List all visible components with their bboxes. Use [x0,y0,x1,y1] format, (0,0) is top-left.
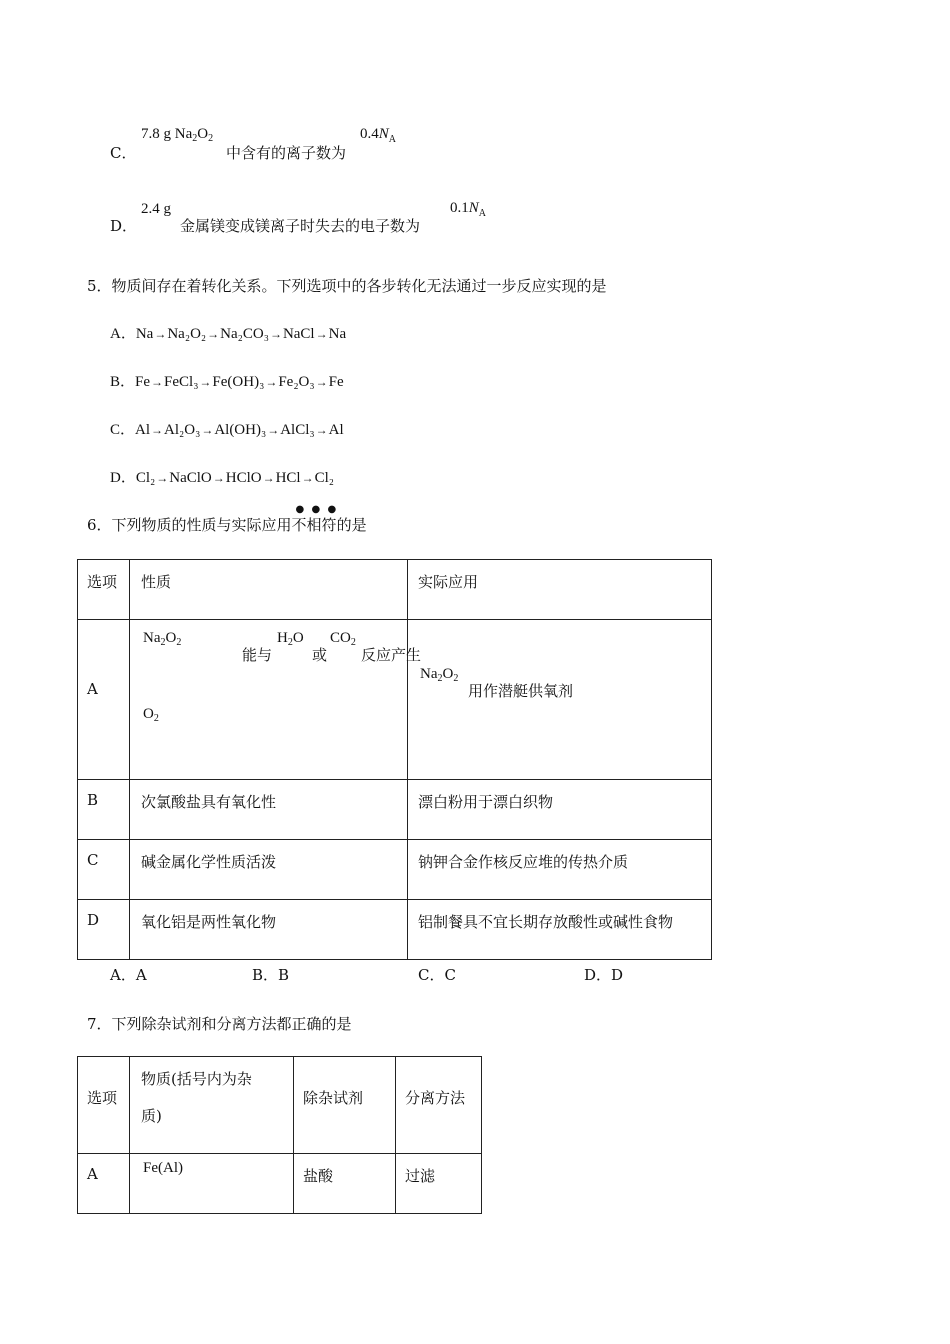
q6-stem: 6．下列物质的性质与实际应用不相符 ● ● ● 的是 [87,504,367,534]
arrow-icon: → [212,471,225,485]
header-cell: 物质(括号内为杂 质) [130,1057,294,1154]
table-cell: A [78,1154,130,1214]
table-cell: Fe(Al) [130,1154,294,1214]
arrow-icon: → [265,375,278,389]
q5-option[interactable] [110,418,344,439]
arrow-icon: → [201,423,214,437]
table-cell: 盐酸 [294,1154,396,1214]
option-label: D． [110,217,138,235]
chain-item: Na [328,326,347,342]
q4-c-value: $0.4N_A$ [360,126,396,145]
table-row [78,620,712,780]
chain-item: HClO [225,470,262,486]
chain-item: HCl [275,470,301,486]
q6-answer-b[interactable]: B．B [252,966,290,984]
arrow-icon: → [267,423,280,437]
chain-item: Al₂O₃ [164,422,201,438]
chain-item: Na₂O₂ [167,326,207,342]
chain-item: Fe [328,374,344,390]
q4-option-c [110,142,136,163]
arrow-icon: → [151,375,164,389]
emphasis-dot: ● [311,504,321,515]
header-cell: 选项 [78,1057,130,1154]
q4-d-text: 金属镁变成镁离子时失去的电子数为 [180,217,421,235]
arrow-icon: → [269,327,282,341]
arrow-icon: → [154,327,167,341]
table-cell: $Na_2O_2$ 能与 $H_2O$ 或 $CO_2$ 反应产生 $O_2$ [130,620,408,780]
q6-answer-c[interactable]: C．C [418,966,456,984]
arrow-icon: → [262,471,275,485]
table-cell: $Na_2O_2$ 用作潜艇供氧剂 [408,620,712,780]
arrow-icon: → [207,327,220,341]
q4-d-value: $0.1N_A$ [450,200,486,219]
chain-item: Al [328,422,344,438]
q6-answer-d[interactable]: D．D [584,966,624,984]
header-cell: 选项 [78,560,130,620]
chain-item: NaClO [169,470,212,486]
arrow-icon: → [315,327,328,341]
arrow-icon: → [315,423,328,437]
table-row [78,1154,482,1214]
table-cell: 次氯酸盐具有氧化性 [130,780,408,840]
option-label: C． [110,144,137,162]
q7-table [77,1056,482,1214]
q5-option[interactable] [110,466,334,487]
arrow-icon: → [151,423,164,437]
q5-option[interactable] [110,370,344,391]
q4-c-formula: 7.8 g $Na_2O_2$ [141,126,214,144]
chain-item: Na [135,326,154,342]
table-row [78,840,712,900]
table-cell: A [78,620,130,780]
table-row [78,780,712,840]
chain-item: Fe(OH)₃ [212,374,265,390]
q6-table [77,559,712,960]
q5-option[interactable] [110,322,346,343]
chain-item: Al [135,422,151,438]
q6-answer-a[interactable]: A．A [110,966,147,984]
chain-item: Al(OH)₃ [214,422,267,438]
chain-item: Na₂CO₃ [220,326,269,342]
table-row [78,1057,482,1154]
q4-option-d [110,215,137,236]
table-cell: B [78,780,130,840]
chain-item: Fe₂O₃ [278,374,315,390]
option-label: A． [110,326,136,342]
option-label: C． [110,422,136,438]
chain-item: Cl₂ [314,470,335,486]
q5-stem: 5．物质间存在着转化关系。下列选项中的各步转化无法通过一步反应实现的是 [87,277,607,295]
table-cell: 漂白粉用于漂白织物 [408,780,712,840]
chain-item: Fe [135,374,151,390]
table-cell: C [78,840,130,900]
table-row [78,560,712,620]
q4-c-text: 中含有的离子数为 [226,144,347,162]
q4-d-mass: 2.4 g [141,201,171,217]
option-label: D． [110,470,136,486]
table-cell: 氧化铝是两性氧化物 [130,900,408,960]
header-cell: 实际应用 [408,560,712,620]
table-cell: 过滤 [396,1154,482,1214]
chain-item: FeCl₃ [164,374,199,390]
table-cell: D [78,900,130,960]
table-cell: 碱金属化学性质活泼 [130,840,408,900]
arrow-icon: → [315,375,328,389]
table-cell: 钠钾合金作核反应堆的传热介质 [408,840,712,900]
emphasis-dot: ● [327,504,337,515]
header-cell: 性质 [130,560,408,620]
emphasis-text: 不相符 ● ● ● [291,504,337,534]
header-cell: 分离方法 [396,1057,482,1154]
chain-item: AlCl₃ [280,422,315,438]
arrow-icon: → [156,471,169,485]
table-row [78,900,712,960]
chain-item: NaCl [282,326,315,342]
option-label: B． [110,374,136,390]
chain-item: Cl₂ [135,470,156,486]
table-cell: 铝制餐具不宜长期存放酸性或碱性食物 [408,900,712,960]
arrow-icon: → [301,471,314,485]
emphasis-dot: ● [295,504,305,515]
q7-stem: 7．下列除杂试剂和分离方法都正确的是 [87,1015,352,1033]
arrow-icon: → [199,375,212,389]
header-cell: 除杂试剂 [294,1057,396,1154]
